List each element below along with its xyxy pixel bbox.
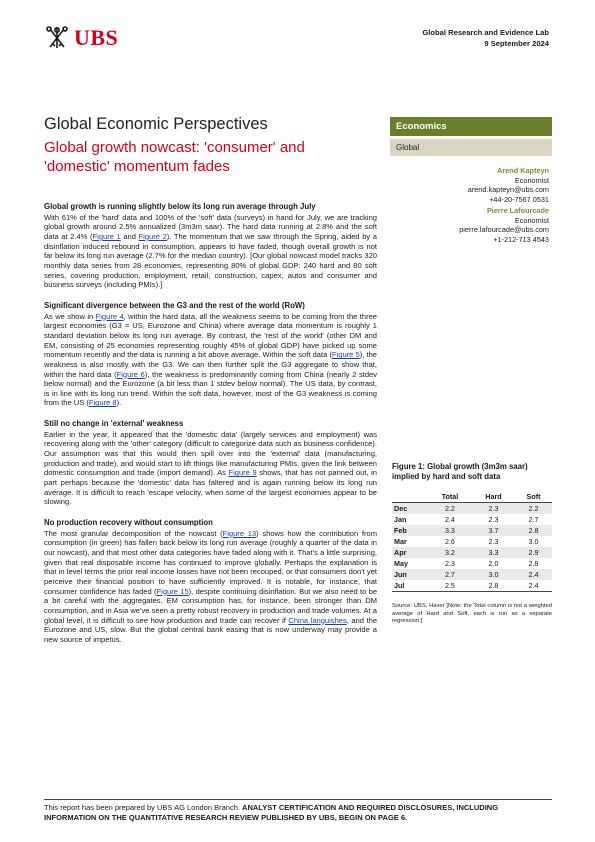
figure-title: Figure 1: Global growth (3m3m saar) implied by hard and soft data [392,462,528,481]
lab-name: Global Research and Evidence Lab [422,28,549,37]
table-cell: 2.4 [444,515,455,524]
paragraph-text: The most granular decomposition of the nowcast ( [44,528,223,538]
paragraph-text: As we show in [44,311,96,321]
figure-link[interactable]: Figure 9 [228,468,257,478]
paragraph-text: shows, that has not panned out, in part perhaps because the 'domestic' data has faltered and is again running below its long run average. It is difficult to reach 'escape velocity, when some of the largest economies appear to be slowing. [44,468,377,507]
table-cell: 2.3 [472,503,515,515]
column-header: Total [428,491,472,503]
section-paragraph [44,213,377,290]
table-cell: 3.0 [472,569,515,580]
figure-link[interactable]: China languishes [288,615,347,625]
logo-text: UBS [74,25,119,50]
column-header: Hard [472,491,515,503]
paragraph-text: ). The momentum that we saw through the Spring, aided by a disinflation induced rebound in consumption, appears to have faded, though overall growth is not far below its long run average (2.7% for the median country). [Our global nowcast model tracks 320 monthly data series from 28 economies, representing 80% of global GDP: 240 hard and 80 soft series, covering production, employment, retail, construction, capex, autos and consumer and business surveys (including PMIs).] [44,231,377,290]
table-cell: 3.3 [428,525,472,536]
section-heading: Still no change in 'external' weakness [44,419,184,429]
section-heading: Significant divergence between the G3 and the rest of the world (RoW) [44,300,305,310]
paragraph-text: ), despite continuing disinflation. But we also need to be a bit careful with the aggregates. EM consumption has, for instance, been stronger than DM consumption, and in Asia we've seen a pretty robust recovery in production and trade volumes. At a global level, it is difficult to see how production and trade can recover if [44,586,378,625]
table-cell: 2.4 [515,569,552,580]
column-header [392,491,428,503]
paragraph-text: , and the Eurozone and US, slow. But the global central bank easing that is now underway may provide a new source of impetus. [44,615,378,644]
paragraph-text: ). [116,398,122,408]
figure-link[interactable]: Figure 8 [88,398,117,408]
table-cell: 2.3 [444,559,455,568]
table-cell: 3.0 [528,537,539,546]
author-role: Economist [514,215,549,225]
paragraph-text: and [120,231,139,241]
row-label: Dec [392,503,428,515]
table-cell: 2.8 [528,559,539,568]
paragraph-text: , within the hard data, all the weakness seems to be coming from the three largest economies (G3 = US, Eurozone and China) where average data momentum is roughly 1 standard deviation below its long run average. By contrast, the 'rest of the world' (other DM and EM, consisting of 25 economies representing roughly 45% of global GDP) have picked up some momentum recently and the data is running a bit above average. Within the soft data ( [44,311,377,360]
table-row [392,503,552,515]
section-paragraph [44,312,377,409]
table-cell: 3.7 [472,525,515,536]
paragraph-text: With 61% of the 'hard' data and 100% of the 'soft' data (surveys) in hand for July, we are tracking global growth around 2.5% annualized (3m3m saar). The hard data running at 2.8% and the soft data at 2.4% ( [44,212,377,241]
footer-text: This report has been prepared by UBS AG London Branch. [44,803,243,812]
section-paragraph [44,430,377,507]
footer-divider [44,799,552,800]
author-phone: +44-20-7567 0531 [489,194,549,204]
ubs-logo [44,26,118,50]
row-label: Jun [392,569,428,580]
table-cell: 2.0 [488,559,499,568]
table-row [392,547,552,558]
page-subtitle: Global growth nowcast: 'consumer' and 'domestic' momentum fades [44,139,305,175]
table-cell: 2.8 [472,580,515,592]
table-cell: 2.3 [488,537,499,546]
paragraph-text: ), the weakness is predominantly coming from China (nearly 2 stdev below normal) and the Eurozone (a bit less than 1 stdev below normal). The US data, by contrast, is in line with its long run trend. Within the soft data, however, most of the G3 weakness is coming from the US ( [44,369,377,408]
figure-link[interactable]: Figure 1 [92,231,121,241]
row-label: Mar [394,537,407,546]
figure-link[interactable]: Figure 15 [156,586,189,596]
author-phone: +1-212-713 4543 [493,234,549,244]
table-cell: 2.4 [515,580,552,592]
section-heading: No production recovery without consumption [44,518,213,528]
footer-bold-text: ANALYST CERTIFICATION AND REQUIRED DISCLOSURES, INCLUDING INFORMATION ON THE QUANTITATIVE RESEARCH REVIEW PUBLISHED BY UBS, BEGIN ON PAGE 6. [44,803,499,822]
table-cell: 2.8 [515,525,552,536]
author-name: Arend Kapteyn [497,166,549,175]
column-header: Soft [515,491,552,503]
region-label: Global [390,139,552,156]
table-cell: 2.2 [428,503,472,515]
author-block [459,206,549,244]
table-cell: 2.7 [528,515,539,524]
figure-source: Source: UBS, Haver [Note: the Total column is not a weighted average of Hard and Soft, each is run as a separate regression.] [392,603,552,625]
author-role: Economist [514,175,549,185]
author-email[interactable]: arend.kapteyn@ubs.com [467,185,549,195]
paragraph-text: ), the weakness is also mostly with the G3. We can then further split the G3 aggregate to show that, within the hard data ( [44,350,378,379]
keys-icon [44,26,70,50]
table-row [392,536,552,547]
table-cell: 2.7 [428,569,472,580]
figure-table [392,491,552,592]
report-header [422,27,549,49]
figure-link[interactable]: Figure 4 [95,311,124,321]
author-email[interactable]: pierre.lafourcade@ubs.com [459,225,549,235]
table-cell: 2.9 [515,547,552,558]
table-row [392,525,552,536]
table-row [392,569,552,580]
table-cell: 3.2 [428,547,472,558]
category-label: Economics [390,117,552,136]
row-label: Jan [394,515,407,524]
table-row [392,580,552,592]
author-name: Pierre Lafourcade [486,206,549,215]
figure-link[interactable]: Figure 6 [116,369,145,379]
row-label: Jul [392,580,428,592]
row-label: May [394,559,408,568]
table-cell: 2.6 [444,537,455,546]
table-row [392,558,552,569]
row-label: Apr [392,547,428,558]
table-cell: 2.5 [428,580,472,592]
author-block [468,166,549,204]
table-row [392,514,552,525]
page-title: Global Economic Perspectives [44,115,268,133]
article-body [44,202,377,656]
figure-link[interactable]: Figure 2 [138,231,167,241]
table-header-row [392,491,552,503]
paragraph-text: ) shows how the contribution from consumption (in green) has fallen back below its long run average (roughly a quarter of the data in our nowcast), and that most other data categories have faded along with it. That's a little surprising, given that real disposable income has continued to improve globally. Perhaps the explanation is that in level terms the prior real income losses have not been recouped, or that consumers don't yet perceive their financial position to have sufficiently improved. It is notable, for instance, that consumer confidence has faded ( [44,528,377,596]
section-heading: Global growth is running slightly below its long run average through July [44,202,316,211]
table-cell: 2.3 [488,515,499,524]
paragraph-text: Earlier in the year, it appeared that the 'domestic data' (largely services and employment) was recovering along with the 'other' category (difficult to categorize data such as business confidence). Our assumption was that this would then spill over into the 'external' data (manufacturing, production and trade), and would start to lift things like manufacturing PMIs, given the link between domestic consumption and trade (import demand). As [44,429,377,478]
row-label: Feb [392,525,428,536]
section-paragraph [44,529,377,645]
report-date: 9 September 2024 [484,39,549,48]
figure-link[interactable]: Figure 5 [331,350,360,360]
table-cell: 2.2 [515,503,552,515]
figure-link[interactable]: Figure 13 [222,528,257,538]
table-cell: 3.3 [472,547,515,558]
footer-disclaimer [44,803,552,822]
